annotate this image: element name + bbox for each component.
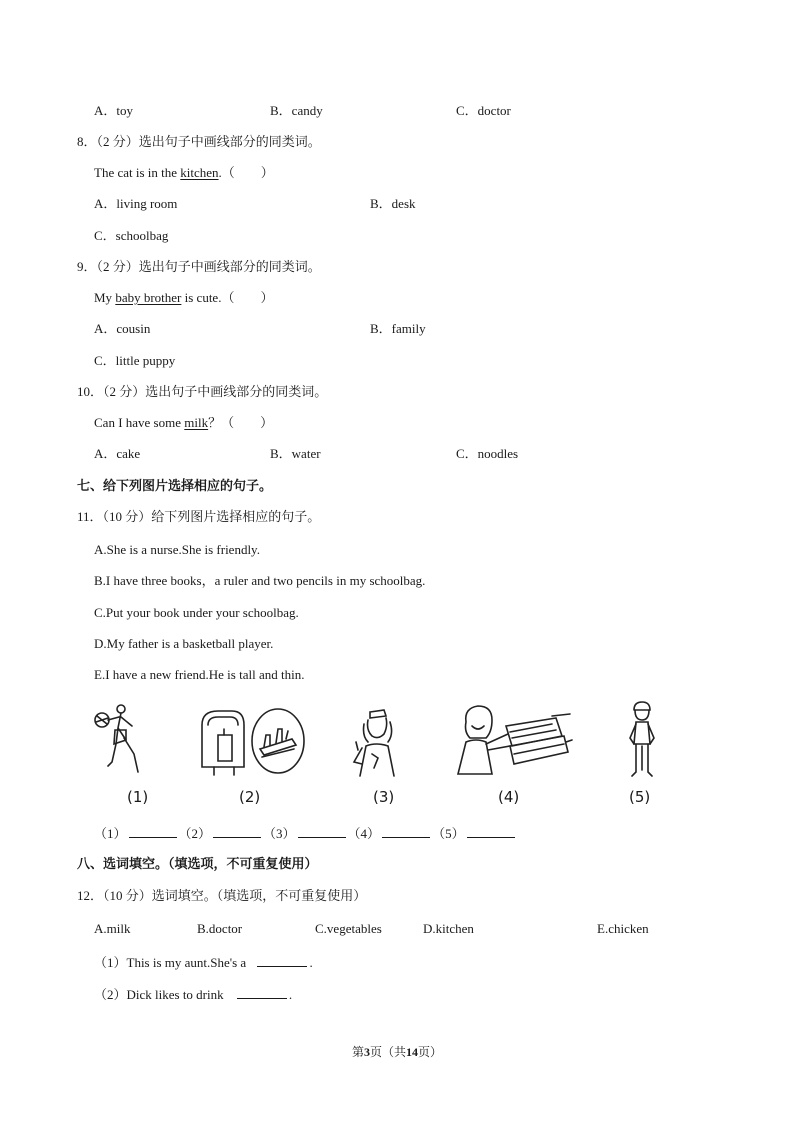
q12-header: 12．（10 分）选词填空。（填选项，不可重复使用） — [77, 888, 367, 903]
q10-underlined-word: milk — [184, 415, 209, 430]
q8-option-a: A．living room — [94, 196, 178, 211]
q11-answer-blank-1[interactable] — [129, 825, 177, 838]
q11-sentence-c: C.Put your book under your schoolbag. — [94, 605, 299, 620]
footer-pre: 第 — [351, 1045, 364, 1059]
q9-sentence-pre: My — [94, 290, 113, 305]
picture-label-5: (5) — [629, 788, 651, 806]
picture-label-4: (4) — [498, 788, 520, 806]
q10-sentence-pre: Can I have some — [94, 415, 182, 430]
q11-answer-label-4: （4） — [347, 826, 381, 841]
q9-sentence-post: is cute.（ ） — [184, 290, 274, 305]
q11-answer-blank-2[interactable] — [213, 825, 261, 838]
section-7-title: 七、给下列图片选择相应的句子。 — [77, 478, 273, 493]
q11-header: 11．（10 分）给下列图片选择相应的句子。 — [77, 509, 321, 524]
q8-underlined-word: kitchen — [180, 165, 219, 180]
q12-item-1 — [94, 954, 313, 971]
q11-sentence-a: A.She is a nurse.She is friendly. — [94, 542, 260, 557]
q12-item-2-blank[interactable] — [237, 986, 287, 999]
q11-sentence-b: B.I have three books，a ruler and two pencils in my schoolbag. — [94, 573, 426, 588]
q12-word-b: B.doctor — [197, 921, 243, 936]
q8-sentence-pre: The cat is in the — [94, 165, 178, 180]
q12-item-1-text: （1）This is my aunt.She's a — [94, 955, 247, 970]
q8-option-c: C．schoolbag — [94, 228, 169, 243]
picture-label-2: (2) — [239, 788, 261, 806]
q12-item-1-blank[interactable] — [257, 954, 307, 967]
q12-word-e: E.chicken — [597, 921, 649, 936]
q11-answer-row — [94, 825, 517, 842]
schoolbag-books-picture — [196, 705, 308, 780]
q11-answer-blank-3[interactable] — [298, 825, 346, 838]
q10-header: 10．（2 分）选出句子中画线部分的同类词。 — [77, 384, 328, 399]
q10-sentence — [94, 415, 273, 431]
nurse-picture — [348, 702, 408, 780]
q12-item-1-end: . — [309, 955, 313, 970]
picture-label-1: (1) — [127, 788, 149, 806]
q11-answer-label-1: （1） — [94, 826, 127, 841]
q11-sentence-d: D.My father is a basketball player. — [94, 636, 274, 651]
footer-post: 页） — [418, 1045, 443, 1059]
q12-item-2-text: （2）Dick likes to drink — [94, 987, 224, 1002]
q8-sentence-post: .（ ） — [218, 165, 274, 180]
q10-option-b: B．water — [270, 446, 321, 461]
q11-answer-label-2: （2） — [178, 826, 212, 841]
q12-word-d: D.kitchen — [423, 921, 474, 936]
q12-word-a: A.milk — [94, 921, 131, 936]
q12-item-2-end: . — [288, 987, 293, 1002]
footer-total-pages: 14 — [406, 1045, 418, 1059]
q7-option-b: B．candy — [270, 103, 323, 118]
footer-mid: 页（共 — [369, 1045, 406, 1059]
q8-option-b: B．desk — [370, 196, 416, 211]
page-footer — [0, 1043, 794, 1060]
q10-sentence-post: ？（ ） — [208, 415, 274, 430]
q9-sentence — [94, 290, 273, 306]
q12-item-2 — [94, 986, 292, 1003]
q9-option-b: B．family — [370, 321, 426, 336]
q9-option-c: C．little puppy — [94, 353, 176, 368]
q11-answer-blank-4[interactable] — [382, 825, 430, 838]
q11-sentence-e: E.I have a new friend.He is tall and thin. — [94, 667, 305, 682]
q9-header: 9．（2 分）选出句子中画线部分的同类词。 — [77, 259, 321, 274]
picture-label-3: (3) — [373, 788, 395, 806]
q12-word-c: C.vegetables — [315, 921, 382, 936]
footer-page-number: 3 — [363, 1045, 370, 1059]
q8-sentence — [94, 165, 274, 181]
q11-answer-label-5: （5） — [432, 826, 465, 841]
books-under-schoolbag-picture — [452, 702, 578, 780]
q9-underlined-word: baby brother — [115, 290, 182, 305]
section-8-title: 八、选词填空。（填选项，不可重复使用） — [77, 856, 318, 871]
basketball-player-picture — [88, 700, 158, 780]
tall-thin-boy-picture — [624, 700, 660, 780]
q11-answer-blank-5[interactable] — [467, 825, 515, 838]
q11-answer-label-3: （3） — [263, 826, 296, 841]
q7-option-c: C．doctor — [456, 103, 511, 118]
q9-option-a: A．cousin — [94, 321, 151, 336]
q8-header: 8．（2 分）选出句子中画线部分的同类词。 — [77, 134, 321, 149]
q10-option-c: C．noodles — [456, 446, 519, 461]
q10-option-a: A．cake — [94, 446, 141, 461]
q7-option-a: A．toy — [94, 103, 134, 118]
